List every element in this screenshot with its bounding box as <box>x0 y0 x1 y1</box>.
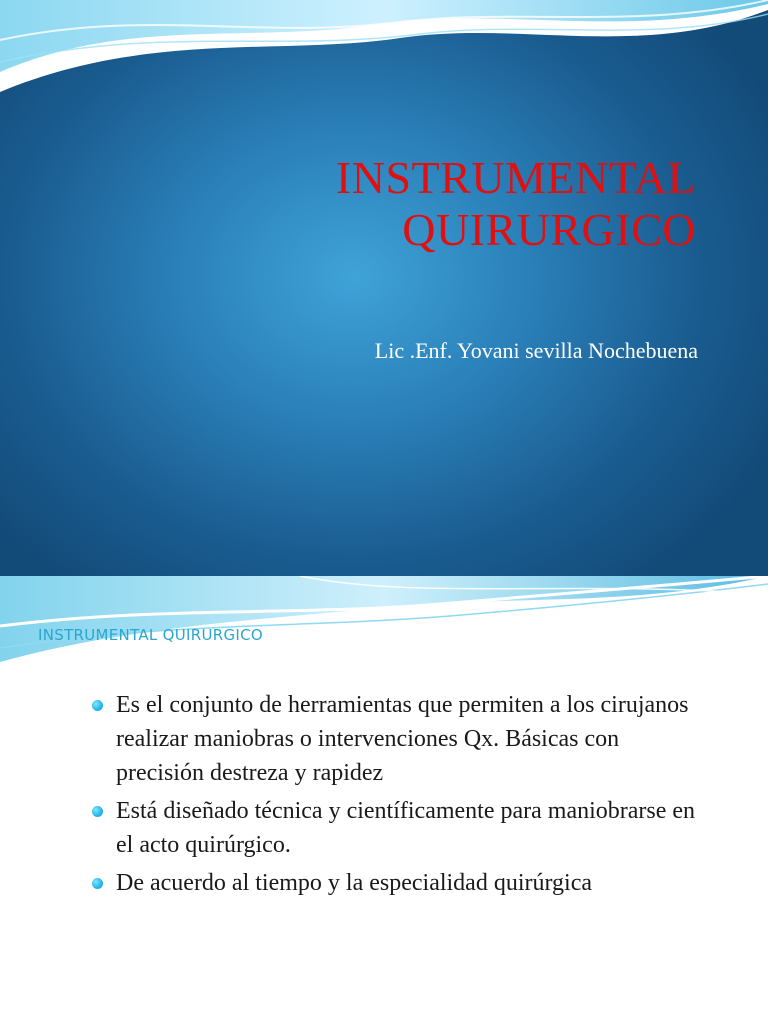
bullet-icon <box>92 700 103 711</box>
bullet-list <box>92 688 712 904</box>
slide-title <box>336 152 696 256</box>
bullet-icon <box>92 878 103 889</box>
slide-title-line-1: INSTRUMENTAL <box>335 152 696 203</box>
list-item <box>92 866 712 900</box>
content-slide-title: INSTRUMENTAL QUIRURGICO <box>38 626 264 644</box>
slide-subtitle: Lic .Enf. Yovani sevilla Nochebuena <box>374 338 698 363</box>
slide-title-line-2: QUIRURGICO <box>402 204 696 255</box>
list-item-text: Es el conjunto de herramientas que permiten a los cirujanos realizar maniobras o intervenciones Qx. Básicas con precisión destreza y rapidez <box>116 692 689 786</box>
list-item <box>92 688 712 790</box>
content-slide <box>0 576 768 1024</box>
list-item-text: Está diseñado técnica y científicamente para maniobrarse en el acto quirúrgico. <box>116 798 696 858</box>
header-wave-decoration <box>0 576 768 666</box>
list-item-text: De acuerdo al tiempo y la especialidad quirúrgica <box>116 870 593 896</box>
list-item <box>92 794 712 862</box>
bullet-icon <box>92 806 103 817</box>
header-wave-decoration <box>0 0 768 100</box>
